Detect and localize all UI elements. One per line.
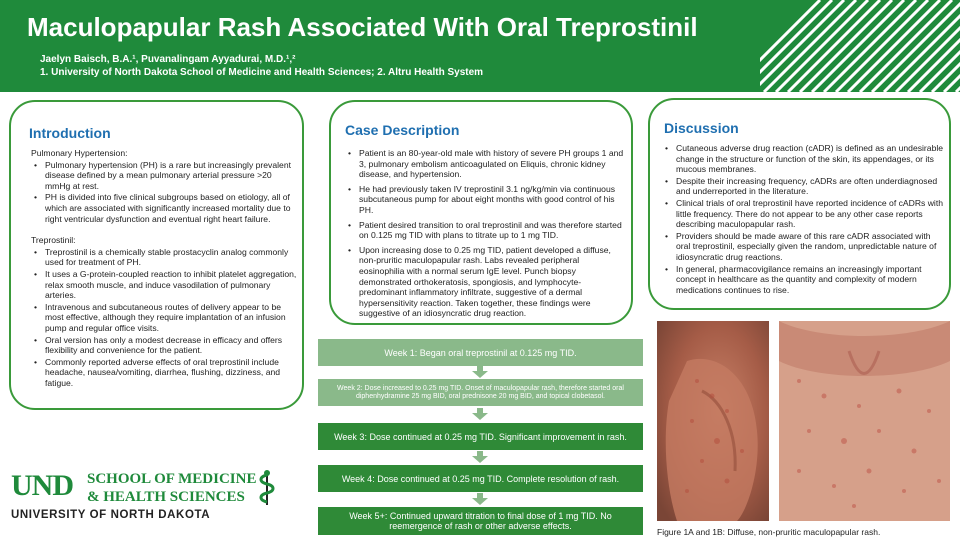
timeline-step-week-3: Week 3: Dose continued at 0.25 mg TID. Significant improvement in rash.	[318, 423, 643, 450]
introduction-body	[31, 147, 299, 388]
case-bullet: • He had previously taken IV treprostinil 3.1 ng/kg/min via continuous subcutaneous pump for about eight months with good control of his PH.	[345, 184, 625, 216]
case-heading: Case Description	[345, 122, 460, 138]
caduceus-icon	[257, 469, 277, 507]
case-bullet: • Patient desired transition to oral treprostinil and was therefore started on 0.125 mg TID with plans to titrate up to 1 mg TID.	[345, 220, 625, 241]
logo-line-3: UNIVERSITY OF NORTH DAKOTA	[11, 509, 211, 521]
rash-photo-1a	[657, 321, 769, 521]
intro-bullet: • Pulmonary hypertension (PH) is a rare but increasingly prevalent disease defined by a mean pulmonary arterial pressure >20 mmHg at rest.	[31, 160, 299, 192]
timeline-step-week-2: Week 2: Dose increased to 0.25 mg TID. Onset of maculopapular rash, therefore started oral diphenhydramine 25 mg BID, oral prednisone 20 mg BID, and topical clobetasol.	[318, 379, 643, 406]
discussion-bullet: • Cutaneous adverse drug reaction (cADR) is defined as an undesirable change in the structure or function of the skin, its appendages, or its mucous membranes.	[662, 143, 946, 175]
intro-bullet: • Treprostinil is a chemically stable prostacyclin analog commonly used for treatment of PH.	[31, 247, 299, 268]
und-logo-mark: UND	[11, 469, 73, 502]
case-body	[345, 144, 625, 319]
intro-bullet: • PH is divided into five clinical subgroups based on etiology, all of which are associated with significantly increased mortality due to right ventricular dysfunction and eventual right heart failure.	[31, 192, 299, 224]
decorative-stripes	[760, 0, 960, 92]
timeline-step-week-1: Week 1: Began oral treprostinil at 0.125 mg TID.	[318, 339, 643, 366]
case-bullet: • Upon increasing dose to 0.25 mg TID, patient developed a diffuse, non-pruritic maculopapular rash. Labs revealed peripheral eosinophilia with a normal serum IgE level. Punch biopsy demonstrated orthokeratosis, spongiosis, and lymphocyte-predominant inflammatory infiltrate, suggestive of a dermal hypersensitivity reaction. Taken together, these findings were suggestive of an idiosyncratic drug reaction.	[345, 245, 625, 319]
affiliation-line: 1. University of North Dakota School of Medicine and Health Sciences; 2. Altru Health System	[40, 67, 484, 78]
case-description-panel	[329, 100, 633, 325]
timeline-step-week-5: Week 5+: Continued upward titration to final dose of 1 mg TID. No reemergence of rash or other adverse effects.	[318, 507, 643, 535]
down-arrow-icon	[472, 408, 488, 420]
rash-photo-1b	[779, 321, 950, 521]
intro-bullet: • Oral version has only a modest decrease in efficacy and offers flexibility and convenience for the patient.	[31, 335, 299, 356]
intro-bullet: • Intravenous and subcutaneous routes of delivery appear to be most effective, although they require implantation of an infusion pump and regular office visits.	[31, 302, 299, 334]
logo-line-2: & HEALTH SCIENCES	[87, 489, 245, 505]
figure-caption: Figure 1A and 1B: Diffuse, non-pruritic maculopapular rash.	[657, 527, 881, 537]
discussion-bullet: • In general, pharmacovigilance remains an increasingly important concept in healthcare as the quantity and complexity of modern medications continues to rise.	[662, 264, 946, 296]
discussion-bullet: • Despite their increasing frequency, cADRs are often underdiagnosed and underreported in the literature.	[662, 176, 946, 197]
down-arrow-icon	[472, 366, 488, 378]
intro-bullet: • Commonly reported adverse effects of oral treprostinil include headache, nausea/vomiting, diarrhea, flushing, dizziness, and fatigue.	[31, 357, 299, 389]
introduction-panel	[9, 100, 304, 410]
discussion-heading: Discussion	[664, 120, 739, 136]
discussion-body	[662, 142, 946, 295]
header-banner	[0, 0, 960, 92]
intro-bullet: • It uses a G-protein-coupled reaction to inhibit platelet aggregation, relax smooth muscle, and induce vasodilation of pulmonary arteries.	[31, 269, 299, 301]
poster-title: Maculopapular Rash Associated With Oral Treprostinil	[27, 12, 698, 42]
discussion-bullet: • Clinical trials of oral treprostinil have reported incidence of cADRs with little frequency. There do not appear to be any other case reports describing maculopapular rash.	[662, 198, 946, 230]
und-school-logo	[9, 465, 279, 530]
intro-subheading-ph: Pulmonary Hypertension:	[31, 148, 128, 158]
case-bullet: • Patient is an 80-year-old male with history of severe PH groups 1 and 3, pulmonary embolism anticoagulated on Eliquis, chronic kidney disease, and hypertension.	[345, 148, 625, 180]
down-arrow-icon	[472, 493, 488, 505]
discussion-panel	[648, 98, 951, 310]
timeline-step-week-4: Week 4: Dose continued at 0.25 mg TID. Complete resolution of rash.	[318, 465, 643, 492]
logo-line-1: SCHOOL OF MEDICINE	[87, 471, 257, 487]
discussion-bullet: • Providers should be made aware of this rare cADR associated with oral treprostinil, especially given the random, unpredictable nature of idiosyncratic drug reactions.	[662, 231, 946, 263]
author-line: Jaelyn Baisch, B.A.¹, Puvanalingam Ayyadurai, M.D.¹,²	[40, 54, 296, 65]
introduction-heading: Introduction	[29, 125, 111, 141]
down-arrow-icon	[472, 451, 488, 463]
intro-subheading-treprostinil: Treprostinil:	[31, 235, 76, 246]
